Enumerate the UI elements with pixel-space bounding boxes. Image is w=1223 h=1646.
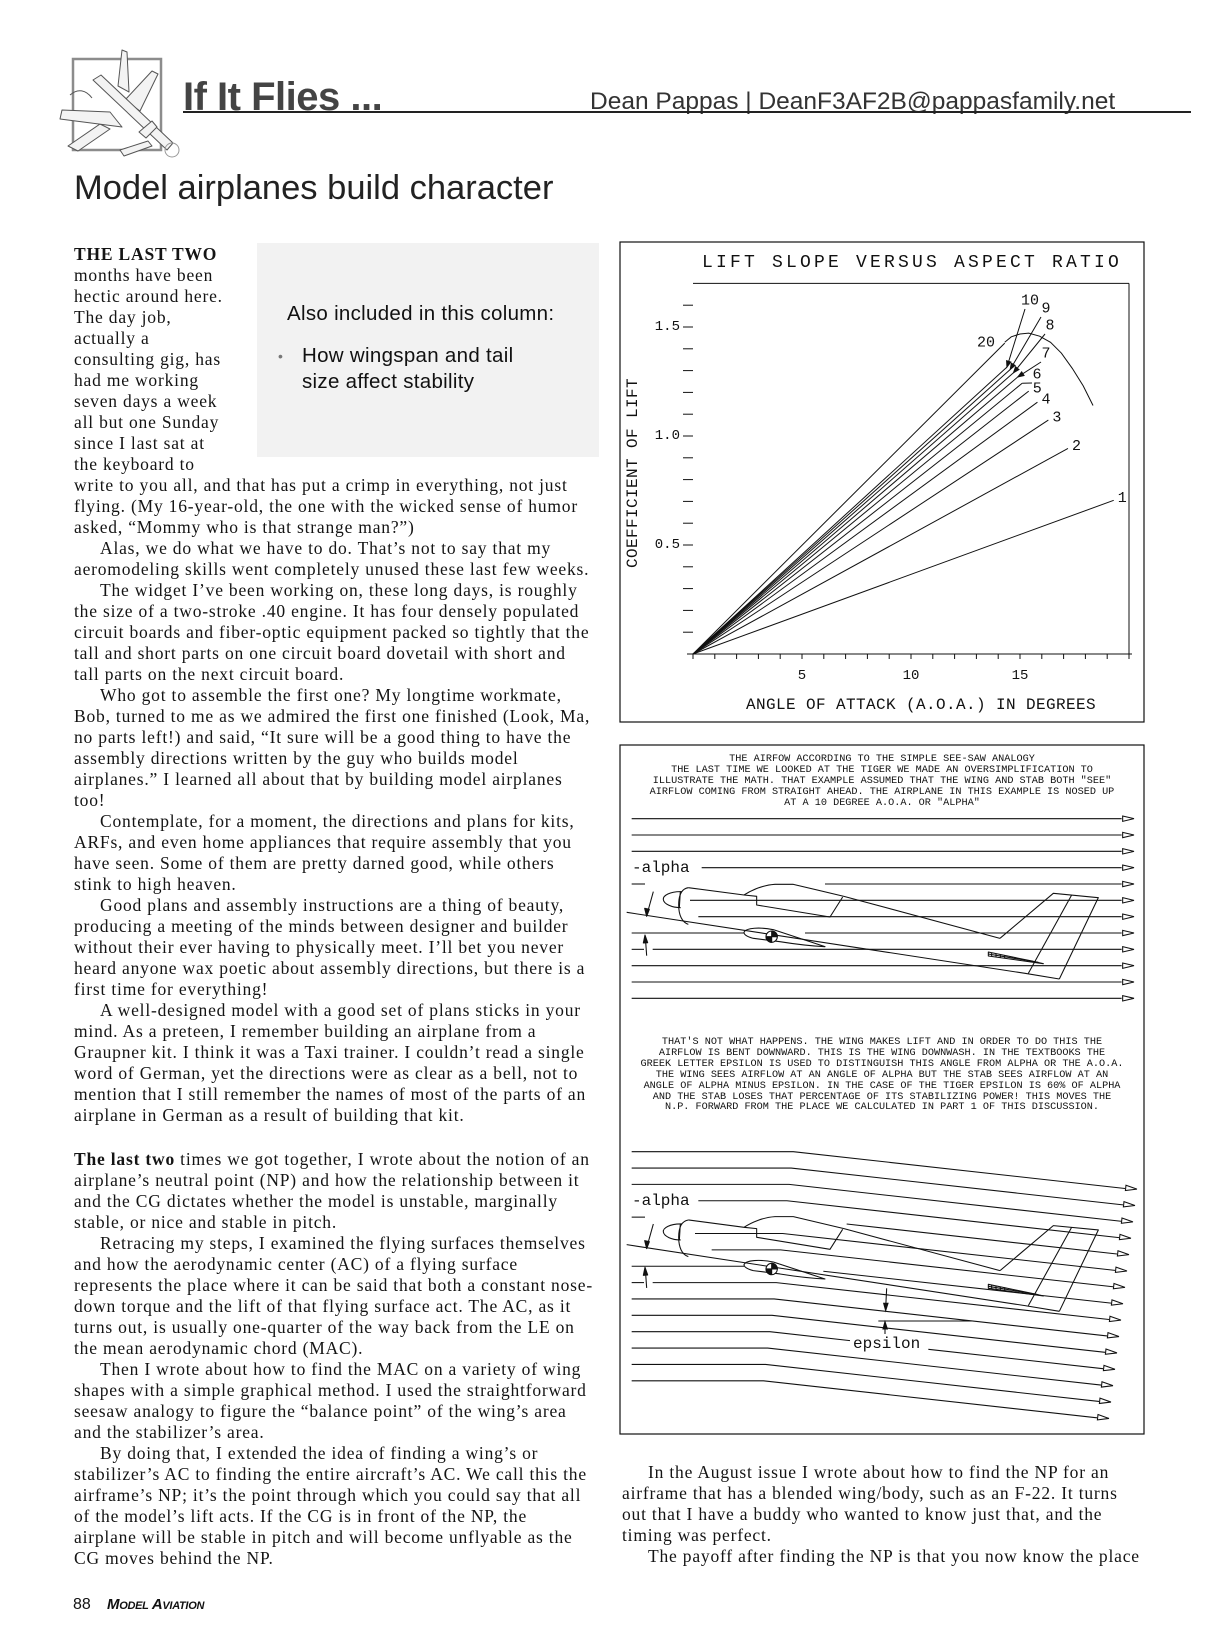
airflow-arrowhead-icon (1115, 1267, 1127, 1274)
line-text: timing was perfect. (622, 1525, 772, 1545)
text-line (622, 1483, 1152, 1504)
airflow-arrowhead-icon (1107, 1333, 1119, 1340)
text-line (74, 412, 604, 433)
text-line (622, 1546, 1152, 1567)
line-text: and how the aerodynamic center (AC) of a flying surface (74, 1254, 518, 1274)
airflow-line (653, 1283, 1109, 1320)
sidebar-item-text: How wingspan and tail size affect stability (302, 344, 514, 393)
airflow-arrowhead-icon (1109, 1316, 1121, 1323)
line-text: producing a meeting of the minds between designer and builder (74, 916, 569, 936)
paragraph (74, 538, 604, 580)
series-label: 5 (1032, 380, 1042, 398)
text-line (74, 391, 604, 412)
leader-arrowhead-icon (1018, 372, 1024, 377)
y-tick-label: 1.5 (654, 319, 680, 335)
airflow-line (632, 1184, 1121, 1221)
airflow-arrowhead-icon (1103, 1365, 1115, 1372)
line-text: have seen. Some of them are pretty darned good, while others (74, 853, 555, 873)
paragraph (74, 1233, 604, 1359)
line-text: By doing that, I extended the idea of finding a wing’s or (100, 1443, 539, 1463)
airflow-arrowhead-icon (1119, 1234, 1131, 1241)
line-text: Good plans and assembly instructions are a thing of beauty, (100, 895, 565, 915)
y-axis-label: COEFFICIENT OF LIFT (624, 377, 642, 569)
lead-in: The last two (74, 1149, 175, 1169)
leader-arrowhead-icon (1013, 367, 1018, 373)
line-text: down torque and the lift of that flying surface act. The AC, as it (74, 1296, 572, 1316)
line-text: stink to high heaven. (74, 874, 237, 894)
text-line (74, 1254, 604, 1275)
text-line (74, 1000, 604, 1021)
line-text: asked, “Mommy who is that strange man?”) (74, 517, 415, 537)
airflow-arrowhead-icon (1105, 1349, 1117, 1356)
publication-name: Model Aviation (107, 1596, 205, 1613)
line-text: times we got together, I wrote about the notion of an (175, 1149, 590, 1169)
text-line (74, 1275, 604, 1296)
caption-line: AIRFLOW COMING FROM STRAIGHT AHEAD. THE AIRPLANE IN THIS EXAMPLE IS NOSED UP (649, 787, 1115, 798)
series-label: 6 (1032, 366, 1042, 384)
text-line (74, 937, 604, 958)
text-line (74, 1338, 604, 1359)
text-line (74, 643, 604, 664)
line-text: too! (74, 790, 106, 810)
text-line (74, 811, 604, 832)
text-line (74, 1380, 604, 1401)
airflow-arrowhead-icon (1123, 898, 1134, 903)
paragraph (74, 1149, 604, 1233)
series-label: 3 (1052, 409, 1062, 427)
airflow-lines-downwash (632, 1152, 1138, 1421)
text-line (74, 1317, 604, 1338)
line-text: tall and short parts on one circuit board dovetail with short and (74, 643, 566, 663)
caption-line: N.P. FORWARD FROM THE PLACE WE CALCULATED IN PART 1 OF THIS DISCUSSION. (664, 1102, 1100, 1113)
right-text-column (622, 1462, 1152, 1567)
caption-line: THAT'S NOT WHAT HAPPENS. THE WING MAKES LIFT AND IN ORDER TO DO THIS THE (661, 1037, 1103, 1048)
airflow-arrowhead-icon (1123, 1202, 1135, 1209)
diagram-frame (620, 745, 1144, 1434)
line-text: turns out, is usually one-quarter of the way back from the LE on (74, 1317, 575, 1337)
line-text: mind. As a preteen, I remember building an airplane from a (74, 1021, 537, 1041)
text-line (74, 538, 604, 559)
text-line (74, 475, 604, 496)
logo-wing (60, 110, 122, 127)
series-line-ar-1 (693, 500, 1114, 654)
line-text: airplane’s neutral point (NP) and how the relationship between it (74, 1170, 580, 1190)
line-text: tall parts on the next circuit board. (74, 664, 345, 684)
line-text: all but one Sunday (74, 412, 220, 432)
airflow-line (632, 1364, 1099, 1401)
text-line (74, 769, 604, 790)
alpha-label: -alpha (632, 859, 690, 877)
paragraph (74, 811, 604, 895)
text-line (74, 832, 604, 853)
line-text: word of German, yet the directions were as clear as a bell, not to (74, 1063, 579, 1083)
caption-line: AIRFLOW IS BENT DOWNWARD. THIS IS THE WING DOWNWASH. IN THE TEXTBOOKS THE (658, 1048, 1106, 1059)
page-number: 88 (73, 1596, 91, 1613)
text-line (74, 1422, 604, 1443)
airflow-lines-straight (632, 816, 1134, 1001)
line-text: assembly directions written by the guy who builds model (74, 748, 519, 768)
y-tick-label: 1.0 (654, 428, 680, 444)
series-label: 7 (1041, 345, 1051, 363)
text-line (74, 286, 604, 307)
text-section (74, 1149, 604, 1569)
airflow-line (698, 1201, 1119, 1238)
airflow-line (823, 1271, 1111, 1303)
caption-line: THE AIRFOW ACCORDING TO THE SIMPLE SEE-SAW ANALOGY (729, 754, 1035, 765)
paragraph (74, 1359, 604, 1443)
chart-plot-area (655, 283, 1132, 684)
line-text: CG moves behind the NP. (74, 1548, 274, 1568)
airflow-arrowhead-icon (1099, 1398, 1111, 1405)
text-line (74, 1548, 604, 1569)
text-line (74, 916, 604, 937)
x-tick-label: 10 (902, 668, 920, 684)
caption-middle (641, 1036, 1124, 1113)
line-text: mention that I still remember the names of most of the parts of an (74, 1084, 587, 1104)
author-byline: Dean Pappas | DeanF3AF2B@pappasfamily.net (590, 88, 1116, 115)
airflow-line (632, 1299, 1107, 1336)
text-line (74, 265, 604, 286)
text-line (74, 496, 604, 517)
text-line (74, 1527, 604, 1548)
text-line (622, 1504, 1152, 1525)
airflow-line (632, 1168, 1123, 1205)
airplane-drawing-top (627, 884, 1099, 979)
line-text: months have been (74, 265, 214, 285)
line-text: without their ever having to physically meet. I’ll bet you never (74, 937, 565, 957)
line-text: first time for everything! (74, 979, 269, 999)
text-line (74, 559, 604, 580)
bullet-icon: • (278, 348, 284, 364)
text-line (74, 1084, 604, 1105)
text-line (74, 370, 604, 391)
chart-title: LIFT SLOPE VERSUS ASPECT RATIO (701, 253, 1123, 273)
logo-fin (118, 50, 129, 92)
text-line (74, 790, 604, 811)
caption-line: GREEK LETTER EPSILON IS USED TO DISTINGUISH THIS ANGLE FROM ALPHA OR THE A.O.A. (640, 1059, 1124, 1070)
airflow-arrowhead-icon (1123, 914, 1134, 919)
airflow-arrowhead-icon (1117, 1251, 1129, 1258)
airflow-line (928, 1349, 1103, 1368)
text-line (622, 1462, 1152, 1483)
paragraph (622, 1546, 1152, 1567)
airflow-line (695, 1233, 1115, 1270)
header-rule (183, 111, 1191, 113)
line-text: circuit boards and fiber-optic equipment packed so tightly that the (74, 622, 590, 642)
airflow-arrowhead-icon (1097, 1415, 1109, 1422)
text-line (74, 664, 604, 685)
text-line (74, 853, 604, 874)
text-line (74, 601, 604, 622)
airflow-diagram (620, 745, 1144, 1434)
alpha-label: -alpha (632, 1192, 690, 1210)
text-line (74, 622, 604, 643)
epsilon-label: epsilon (853, 1335, 921, 1353)
line-text: consulting gig, has (74, 349, 221, 369)
line-text: the size of a two-stroke .40 engine. It has four densely populated (74, 601, 580, 621)
line-text: of the model’s lift acts. If the CG is in front of the NP, the (74, 1506, 528, 1526)
airflow-arrowhead-icon (1123, 832, 1134, 837)
logo-stabilizer (120, 141, 152, 156)
airflow-line (632, 1332, 850, 1341)
line-text: ARFs, and even home appliances that require assembly that you (74, 832, 572, 852)
airflow-arrowhead-icon (1123, 849, 1134, 854)
line-text: airplane in German as a result of building that kit. (74, 1105, 465, 1125)
arrowhead-icon (884, 1303, 888, 1310)
stall-curve (1005, 333, 1093, 405)
x-tick-label: 5 (797, 668, 807, 684)
series-line-ar-3 (693, 420, 1048, 654)
text-line (74, 1485, 604, 1506)
text-line (74, 748, 604, 769)
line-text: In the August issue I wrote about how to find the NP for an (648, 1462, 1110, 1482)
line-text: seesaw analogy to figure the “balance point” of the wing’s area (74, 1401, 567, 1421)
airflow-arrowhead-icon (1113, 1283, 1125, 1290)
series-line-ar-20 (693, 343, 1005, 654)
line-text: The day job, (74, 307, 172, 327)
line-text: airframe’s NP; it’s the point through which you could say that all (74, 1485, 582, 1505)
airflow-line (632, 1315, 1105, 1352)
series-line-ar-4 (693, 402, 1037, 654)
text-line (74, 1042, 604, 1063)
line-text: airframe that has a blended wing/body, such as an F-22. It turns (622, 1483, 1118, 1503)
series-label: 1 (1117, 489, 1127, 507)
text-line (74, 433, 604, 454)
text-line (74, 706, 604, 727)
text-line (74, 1191, 604, 1212)
text-line (74, 895, 604, 916)
y-tick-label: 0.5 (654, 537, 680, 553)
text-line (74, 1212, 604, 1233)
leader-arrowhead-icon (1010, 363, 1015, 369)
line-text: write to you all, and that has put a crimp in everything, not just (74, 475, 568, 495)
text-line (74, 349, 604, 370)
series-line-ar-10 (693, 367, 1007, 654)
text-line (74, 1464, 604, 1485)
label-leader (1007, 309, 1025, 367)
airflow-arrowhead-icon (1125, 1185, 1137, 1192)
text-line (74, 1063, 604, 1084)
series-line-ar-8 (693, 373, 1013, 654)
text-line (74, 517, 604, 538)
line-text: the keyboard to (74, 454, 195, 474)
sidebar-heading: Also included in this column: (287, 302, 555, 325)
caption-line: ANGLE OF ALPHA MINUS EPSILON. IN THE CASE OF THE TIGER EPSILON IS 60% OF ALPHA (643, 1081, 1121, 1092)
airflow-arrowhead-icon (1123, 996, 1134, 1001)
text-line (74, 1506, 604, 1527)
series-label: 9 (1041, 300, 1051, 318)
series-label: 10 (1020, 292, 1040, 310)
line-text: represents the place where it can be said that both a constant nose- (74, 1275, 593, 1295)
airflow-arrowhead-icon (1123, 881, 1134, 886)
text-line (74, 979, 604, 1000)
caption-line: ILLUSTRATE THE MATH. THAT EXAMPLE ASSUMED THAT THE WING AND STAB BOTH "SEE" (652, 776, 1112, 787)
airflow-arrowhead-icon (1121, 1218, 1133, 1225)
text-line (74, 1021, 604, 1042)
text-line (74, 1443, 604, 1464)
airflow-arrowhead-icon (1123, 979, 1134, 984)
text-line (74, 328, 604, 349)
airflow-arrowhead-icon (1123, 963, 1134, 968)
epsilon-arrow-upper (886, 1288, 887, 1308)
caption-line: AT A 10 DEGREE A.O.A. OR "ALPHA" (784, 798, 980, 809)
airflow-arrowhead-icon (1101, 1382, 1113, 1389)
airflow-arrowhead-icon (1123, 947, 1134, 952)
line-text: and the CG dictates whether the model is unstable, marginally (74, 1191, 558, 1211)
line-text: Bob, turned to me as we admired the first one finished (Look, Ma, (74, 706, 591, 726)
airflow-line (632, 1152, 1125, 1189)
paragraph (74, 580, 604, 685)
text-line (74, 454, 604, 475)
text-line (74, 1296, 604, 1317)
line-text: Who got to assemble the first one? My longtime workmate, (100, 685, 562, 705)
caption-line: AND THE STAB LOSES THAT PERCENTAGE OF ITS STABILIZING POWER! THIS MOVES THE (652, 1092, 1112, 1103)
series-line-ar-9 (693, 370, 1010, 654)
text-section (74, 244, 604, 1126)
lead-in: THE LAST TWO (74, 244, 218, 264)
line-text: seven days a week (74, 391, 218, 411)
line-text: The widget I’ve been working on, these long days, is roughly (100, 580, 578, 600)
series-label: 4 (1041, 391, 1051, 409)
arrowhead-icon (883, 1322, 887, 1329)
article-headline: Model airplanes build character (74, 169, 554, 207)
airflow-line (632, 1348, 1101, 1385)
paragraph (74, 685, 604, 811)
line-text: actually a (74, 328, 150, 348)
line-text: stable, or nice and stable in pitch. (74, 1212, 338, 1232)
airflow-line (847, 1224, 1117, 1254)
line-text: stabilizer’s AC to finding the entire aircraft’s AC. We call this the (74, 1464, 587, 1484)
logo-wing (68, 124, 110, 151)
line-text: shapes with a simple graphical method. I used the straightforward (74, 1380, 587, 1400)
series-label: 8 (1045, 317, 1055, 335)
paragraph (74, 895, 604, 1000)
series-line-ar-5 (693, 391, 1029, 654)
line-text: Alas, we do what we have to do. That’s not to say that my (100, 538, 552, 558)
caption-line: THE WING SEES AIRFLOW AT AN ANGLE OF ALPHA BUT THE STAB SEES AIRFLOW AT AN (655, 1070, 1109, 1081)
leader-arrowhead-icon (1007, 361, 1011, 367)
text-line (74, 1105, 604, 1126)
line-text: Retracing my steps, I examined the flying surfaces themselves (100, 1233, 586, 1253)
text-line (74, 727, 604, 748)
text-line (74, 244, 604, 265)
text-line (74, 685, 604, 706)
paragraph (622, 1462, 1152, 1546)
line-text: hectic around here. (74, 286, 223, 306)
paragraph (74, 1000, 604, 1126)
caption-top (650, 754, 1115, 809)
chart-frame (620, 242, 1144, 722)
line-text: out that I have a buddy who wanted to know just that, and the (622, 1504, 1103, 1524)
airflow-line (632, 1381, 1097, 1418)
line-text: no parts left!) and said, “It sure will be a good thing to have the (74, 727, 572, 747)
label-leader (1013, 334, 1045, 373)
line-text: Then I wrote about how to find the MAC on a variety of wing (100, 1359, 582, 1379)
airflow-arrowhead-icon (1123, 816, 1134, 821)
line-text: had me working (74, 370, 199, 390)
text-line (74, 1359, 604, 1380)
label-leader (1018, 362, 1041, 377)
paragraph (74, 244, 604, 538)
line-text: Contemplate, for a moment, the directions and plans for kits, (100, 811, 575, 831)
text-line (74, 1401, 604, 1422)
line-text: aeromodeling skills went completely unused these last few weeks. (74, 559, 590, 579)
text-line (74, 1170, 604, 1191)
text-line (74, 307, 604, 328)
series-line-ar-6 (693, 383, 1022, 654)
text-line (74, 874, 604, 895)
line-text: the mean aerodynamic chord (MAC). (74, 1338, 364, 1358)
line-text: airplanes.” I learned all about that by building model airplanes (74, 769, 563, 789)
line-text: The payoff after finding the NP is that you now know the place (648, 1546, 1140, 1566)
column-title: If It Flies ... (183, 75, 383, 119)
paragraph (74, 1443, 604, 1569)
line-text: airplane will be stable in pitch and will become unflyable as the (74, 1527, 573, 1547)
line-text: flying. (My 16-year-old, the one with the wicked sense of humor (74, 496, 578, 516)
text-line (74, 1149, 604, 1170)
label-leader (1010, 317, 1041, 370)
airplane-drawing-bottom (627, 1217, 1099, 1312)
left-text-column (74, 244, 604, 1569)
line-text: A well-designed model with a good set of plans sticks in your (100, 1000, 581, 1020)
x-axis-label: ANGLE OF ATTACK (A.O.A.) IN DEGREES (745, 696, 1097, 714)
text-line (622, 1525, 1152, 1546)
series-label: 20 (976, 334, 996, 352)
x-tick-label: 15 (1011, 668, 1029, 684)
airflow-arrowhead-icon (1123, 865, 1134, 870)
series-line-ar-2 (693, 448, 1068, 654)
airflow-arrowhead-icon (1111, 1300, 1123, 1307)
line-text: Graupner kit. I think it was a Taxi trainer. I couldn’t read a single (74, 1042, 585, 1062)
airflow-line (712, 1250, 1113, 1287)
text-line (74, 958, 604, 979)
caption-line: THE LAST TIME WE LOOKED AT THE TIGER WE MADE AN OVERSIMPLIFICATION TO (671, 765, 1093, 776)
line-text: since I last sat at (74, 433, 205, 453)
line-text: heard anyone wax poetic about assembly directions, but there is a (74, 958, 586, 978)
series-line-ar-7 (693, 377, 1018, 654)
lift-slope-chart (620, 242, 1144, 722)
series-label: 2 (1071, 437, 1081, 455)
line-text: and the stabilizer’s area. (74, 1422, 265, 1442)
text-line (74, 1233, 604, 1254)
airplane-sketch-icon (55, 40, 185, 170)
airflow-arrowhead-icon (1123, 930, 1134, 935)
text-line (74, 580, 604, 601)
